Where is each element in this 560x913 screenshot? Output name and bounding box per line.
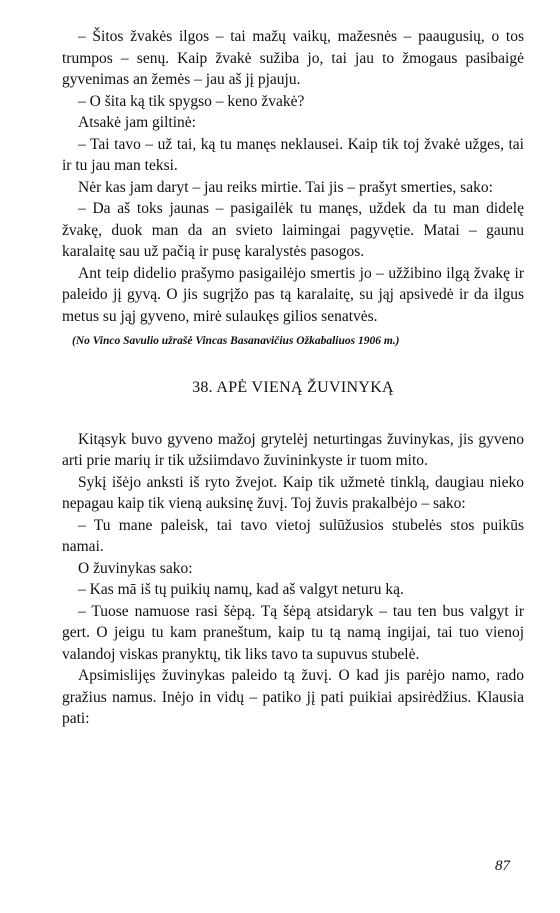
text-block [62,26,524,730]
paragraph: O žuvinykas sako: [78,559,193,577]
paragraph: – Tuose namuose rasi šėpą. Tą šėpą atsidaryk – tau ten bus valgyt ir gert. O jeigu tu kam praneštum, kaip tu tą namą ingijai, tai tuo vienoj valandoj viskas pranyktų, tik liks tavo ta supuvus stubelė. [62,602,524,663]
chapter-title: 38. APĖ VIENĄ ŽUVINYKĄ [192,379,394,396]
page-number: 87 [495,858,510,874]
source-note: (No Vinco Savulio užrašė Vincas Basanavičius Ožkabaliuos 1906 m.) [72,335,400,347]
paragraph: Ant teip didelio prašymo pasigailėjo smertis jo – užžibino ilgą žvakę ir paleido jį gyvą. O jis sugrįžo pas tą karalaitę, su jąj apsivedė ir da ilgus metus su jąj gyveno, mirė sulaukęs gilios senatvės. [62,264,524,325]
paragraph: – Da aš toks jaunas – pasigailėk tu manęs, uždek da tu man didelę žvakę, duok man da an svieto laimingai pagyvętie. Matai – gaunu karalaitę sau už pačią ir pusę karalystės pasogos. [62,200,524,260]
paragraph: Apsimislijęs žuvinykas paleido tą žuvį. O kad jis parėjo namo, rado gražius namus. Inėjo in vidų – patiko jį pati puikiai apsirėdžius. Klausia pati: [62,667,524,727]
paragraph: Nėr kas jam daryt – jau reiks mirtie. Tai jis – prašyt smerties, sako: [78,178,493,196]
paragraph: – Tai tavo – už tai, ką tu manęs neklausei. Kaip tik toj žvakė užges, tai ir tu jau man teksi. [62,135,524,174]
paragraph: Kitąsyk buvo gyveno mažoj grytelėj neturtingas žuvinykas, jis gyveno arti prie marių ir tik užsiimdavo žuvininkyste ir tuom mito. [62,430,524,469]
paragraph: – Kas mā iš tų puikių namų, kad aš valgyt neturu ką. [78,581,404,598]
paragraph: Sykį išėjo anksti iš ryto žvejot. Kaip tik užmetė tinklą, daugiau nieko nepagau kaip tik vieną auksinę žuvį. Toj žuvis prakalbėjo – sako: [62,473,524,512]
paragraph: – Tu mane paleisk, tai tavo vietoj sulūžusios stubelės stos puikūs namai. [62,516,524,555]
paragraph: – Šitos žvakės ilgos – tai mažų vaikų, mažesnės – paaugusių, o tos trumpos – senų. Kaip žvakė sužiba jo, tai jau to žmogaus pasibaigė gyvenimas an žemės – jau aš jį pjauju. [62,28,524,88]
paragraph: Atsakė jam giltinė: [78,114,196,131]
paragraph: – O šita ką tik spygso – keno žvakė? [78,92,305,110]
